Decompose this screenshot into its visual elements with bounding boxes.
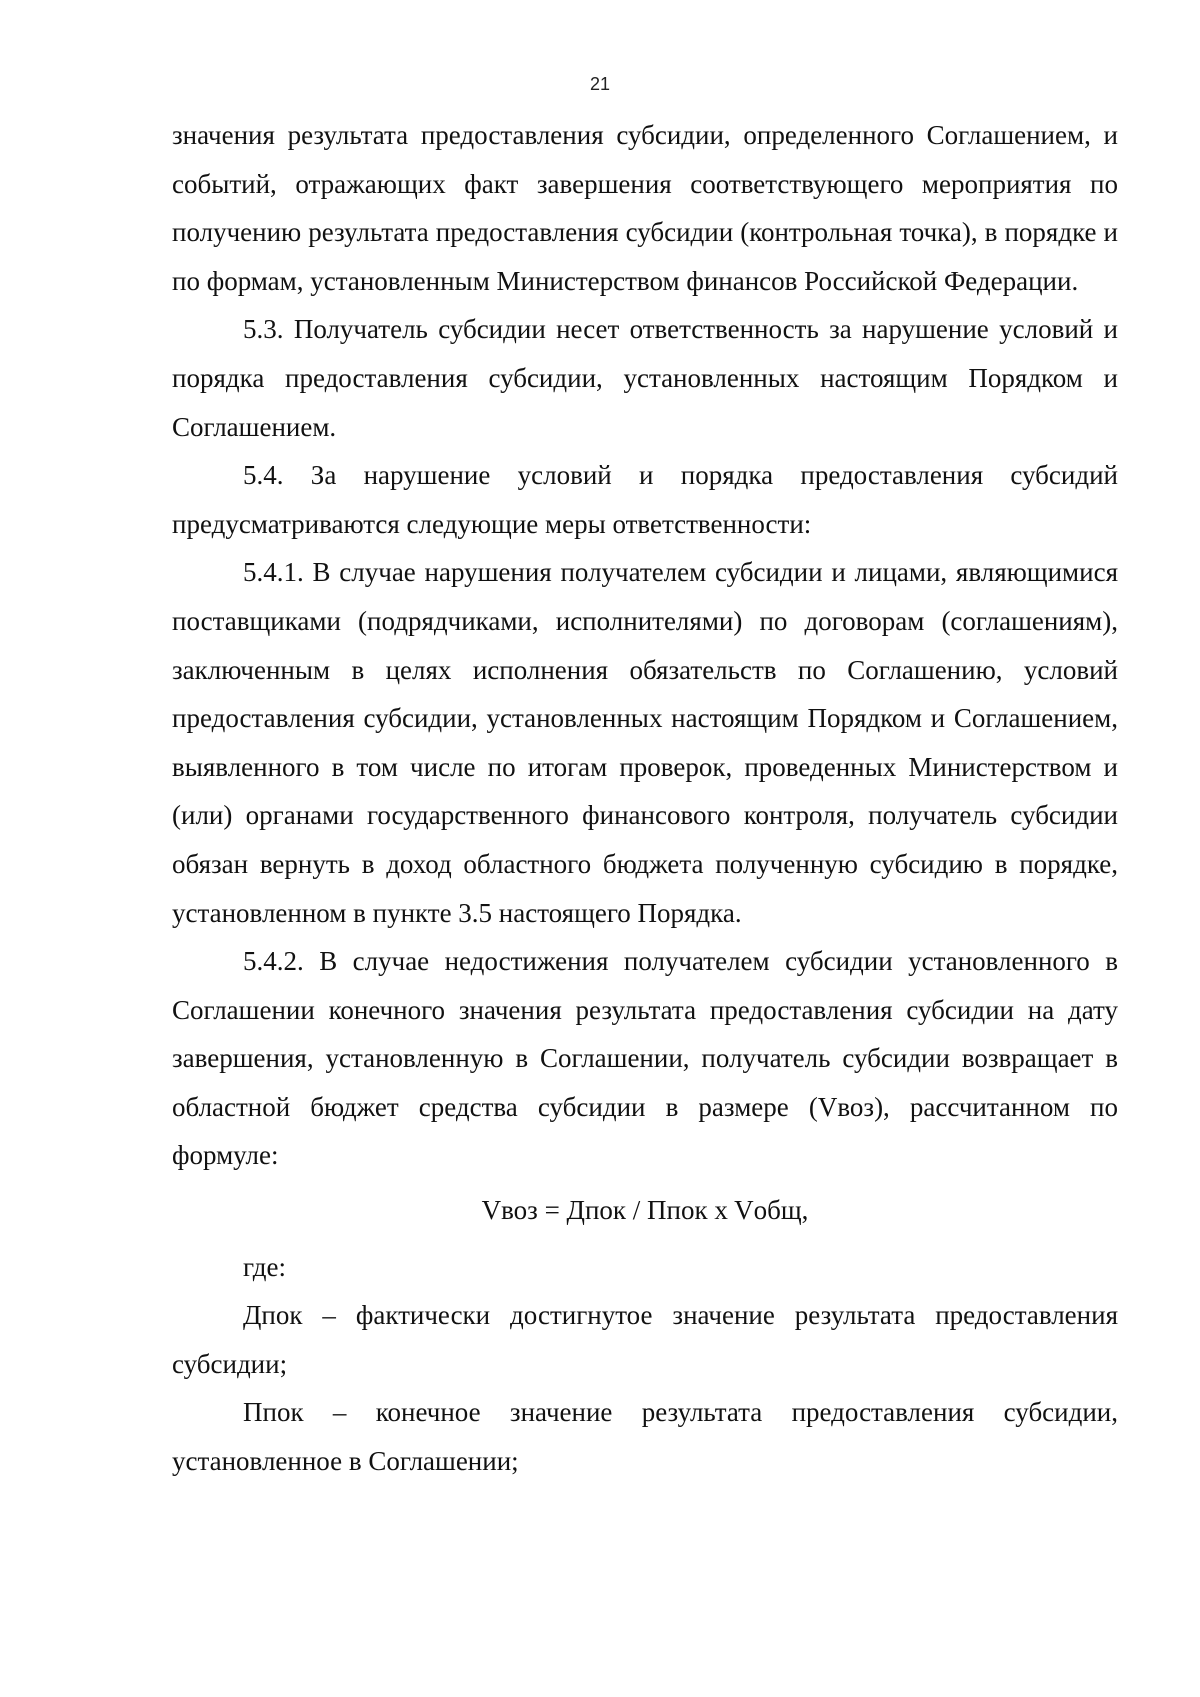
document-body: [172, 111, 1118, 1486]
paragraph-5-4: 5.4. За нарушение условий и порядка предоставления субсидий предусматриваются следующие меры ответственности:: [172, 460, 1118, 539]
paragraph-continuation: значения результата предоставления субсидии, определенного Соглашением, и событий, отражающих факт завершения соответствующего мероприятия по получению результата предоставления субсидии (контрольная точка), в порядке и по формам, установленным Министерством финансов Российской Федерации.: [172, 120, 1118, 296]
definition-dpok: Дпок – фактически достигнутое значение результата предоставления субсидии;: [172, 1300, 1118, 1379]
paragraph-5-3: 5.3. Получатель субсидии несет ответственность за нарушение условий и порядка предоставления субсидии, установленных настоящим Порядком и Соглашением.: [172, 314, 1118, 442]
definition-ppok: Ппок – конечное значение результата предоставления субсидии, установленное в Соглашении;: [172, 1397, 1118, 1477]
page-number: 21: [589, 74, 611, 94]
paragraph-5-4-2: 5.4.2. В случае недостижения получателем субсидии установленного в Соглашении конечного значения результата предоставления субсидии на дату завершения, установленную в Соглашении, получатель субсидии возвращает в областной бюджет средства субсидии в размере (Vвоз), рассчитанном по формуле:: [172, 946, 1118, 1171]
paragraph-5-4-1: 5.4.1. В случае нарушения получателем субсидии и лицами, являющимися поставщиками (подрядчиками, исполнителями) по договорам (соглашениям), заключенным в целях исполнения обязательств по Соглашению, условий предоставления субсидии, установленных настоящим Порядком и Соглашением, выявленного в том числе по итогам проверок, проведенных Министерством и (или) органами государственного финансового контроля, получатель субсидии обязан вернуть в доход областного бюджета полученную субсидию в порядке, установленном в пункте 3.5 настоящего Порядка.: [172, 557, 1118, 928]
formula: Vвоз = Дпок / Ппок x Vобщ,: [481, 1195, 809, 1226]
paragraph-where: где:: [243, 1251, 286, 1282]
